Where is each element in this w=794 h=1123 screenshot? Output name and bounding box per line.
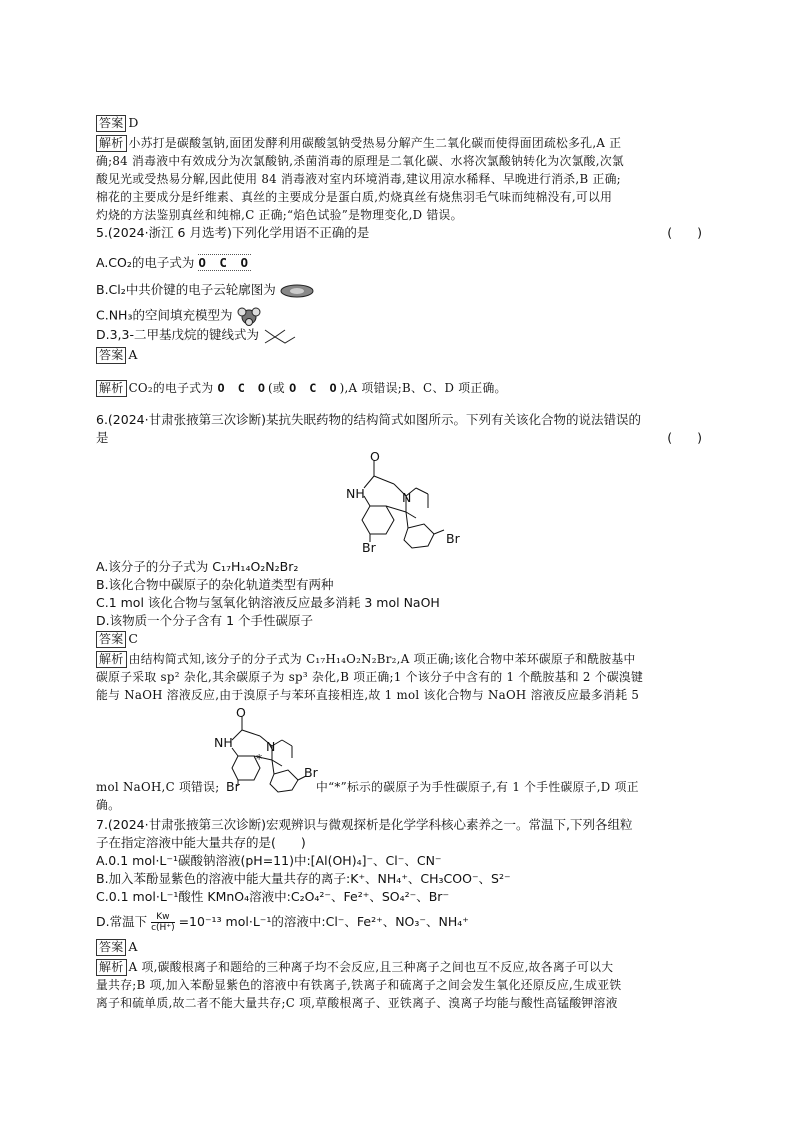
struct-label-n: N — [402, 490, 412, 505]
kw-fraction: $\frac{Kw}{c(H^+)}$ — [151, 912, 175, 933]
co2-electron-formula: O C O — [198, 255, 252, 270]
q7-expl-line-2: 量共存;B 项,加入苯酚显紫色的溶液中有铁离子,铁离子和硫离子之间会发生氧化还原反应,生成亚铁 — [96, 978, 622, 992]
skeletal-formula-icon — [263, 328, 297, 344]
struct-label-br-b: Br — [226, 779, 240, 794]
q6-option-a: A.该分子的分子式为 C₁₇H₁₄O₂N₂Br₂ — [96, 559, 299, 574]
explanation-tag: 解析 — [96, 135, 127, 152]
q6-option-c: C.1 mol 该化合物与氢氧化钠溶液反应最多消耗 3 mol NaOH — [96, 595, 440, 610]
q5-answer-row — [96, 346, 138, 364]
q4-expl-line-4: 棉花的主要成分是纤维素、真丝的主要成分是蛋白质,灼烧真丝有烧焦羽毛气味而纯棉没有,可以用 — [96, 190, 613, 204]
q7-expl-line-3: 离子和硫单质,故二者不能大量共存;C 项,草酸根离子、亚铁离子、溴离子均能与酸性高锰酸钾溶液 — [96, 996, 618, 1010]
q7-answer-row — [96, 938, 138, 956]
q6-expl-tail-3: 确。 — [96, 798, 121, 812]
explanation-tag: 解析 — [96, 380, 127, 397]
q4-expl-line-5: 灼烧的方法鉴别真丝和纯棉,C 正确;“焰色试验”是物理变化,D 错误。 — [96, 208, 463, 222]
answer-value: A — [128, 939, 138, 954]
q7-stem-line-2: 子在指定溶液中能大量共存的是( ) — [96, 835, 306, 850]
q6-stem-line-1: 6.(2024·甘肃张掖第三次诊断)某抗失眠药物的结构简式如图所示。下列有关该化合物的说法错误的 — [96, 412, 641, 427]
q7-stem-line-1: 7.(2024·甘肃张掖第三次诊断)宏观辨识与微观探析是化学学科核心素养之一。常温下,下列各组粒 — [96, 817, 633, 832]
q5-explanation: 解析 CO₂的电子式为 O C O(或 O C O),A 项错误;B、C、D 项正确。 — [96, 379, 507, 397]
explanation-tag: 解析 — [96, 651, 127, 668]
answer-tag: 答案 — [96, 347, 126, 364]
space-filling-model-icon — [236, 306, 262, 326]
q5-option-a: A.CO₂的电子式为 O C O — [96, 255, 252, 270]
answer-value: C — [128, 631, 139, 646]
q6-expl-line-3: 能与 NaOH 溶液反应,由于溴原子与苯环直接相连,故 1 mol 该化合物与 NaOH 溶液反应最多消耗 5 — [96, 688, 640, 702]
chiral-star-label: * — [256, 751, 263, 766]
answer-paren: ( ) — [667, 225, 702, 240]
q6-option-d: D.该物质一个分子含有 1 个手性碳原子 — [96, 613, 313, 628]
q7-option-d: D.常温下 $\frac{Kw}{c(H^+)}$ =10⁻¹³ mol·L⁻¹的溶液中:Cl⁻、Fe²⁺、NO₃⁻、NH₄⁺ — [96, 912, 469, 933]
q6-answer-row — [96, 630, 138, 648]
q7-option-c: C.0.1 mol·L⁻¹酸性 KMnO₄溶液中:C₂O₄²⁻、Fe²⁺、SO₄²⁻、Br⁻ — [96, 889, 450, 904]
q6-option-b: B.该化合物中碳原子的杂化轨道类型有两种 — [96, 577, 334, 592]
q6-stem-line-2: 是 ( ) — [96, 430, 702, 445]
electron-cloud-icon — [280, 284, 314, 298]
answer-value: A — [128, 347, 138, 362]
struct-label-br-a: Br — [304, 765, 318, 780]
q7-option-a: A.0.1 mol·L⁻¹碳酸钠溶液(pH=11)中:[Al(OH)₄]⁻、Cl⁻、CN⁻ — [96, 853, 442, 868]
struct-label-n: N — [266, 739, 276, 754]
q4-answer-row — [96, 114, 139, 132]
answer-paren: ( ) — [667, 430, 702, 445]
q4-expl-line-1: 解析 小苏打是碳酸氢钠,面团发酵利用碳酸氢钠受热易分解产生二氧化碳而使得面团疏松多孔,A 正 — [96, 134, 621, 152]
q5-option-b: B.Cl₂中共价键的电子云轮廓图为 — [96, 281, 314, 299]
answer-value: D — [128, 115, 139, 130]
q4-expl-line-2: 确;84 消毒液中有效成分为次氯酸钠,杀菌消毒的原理是二氧化碳、水将次氯酸钠转化为次氯酸,次氯 — [96, 154, 625, 168]
q6-expl-line-2: 碳原子采取 sp² 杂化,其余碳原子为 sp³ 杂化,B 项正确;1 个该分子中含有的 1 个酰胺基和 2 个碳溴键 — [96, 670, 644, 684]
q5-stem: 5.(2024·浙江 6 月选考)下列化学用语不正确的是 ( ) — [96, 225, 702, 240]
explanation-tag: 解析 — [96, 959, 127, 976]
q5-option-c: C.NH₃的空间填充模型为 — [96, 306, 262, 326]
answer-tag: 答案 — [96, 631, 126, 648]
answer-tag: 答案 — [96, 939, 126, 956]
q7-option-b: B.加入苯酚显紫色的溶液中能大量共存的离子:K⁺、NH₄⁺、CH₃COO⁻、S²⁻ — [96, 871, 511, 886]
struct-label-o: O — [370, 449, 380, 464]
answer-tag: 答案 — [96, 115, 126, 132]
q4-expl-line-3: 酸见光或受热易分解,因此使用 84 消毒液对室内环境消毒,建议用凉水稀释、早晚进行消杀,B 正确; — [96, 172, 621, 186]
struct-label-o: O — [236, 705, 246, 720]
q5-option-d: D.3,3-二甲基戊烷的键线式为 — [96, 326, 297, 344]
struct-label-nh: NH — [214, 735, 233, 750]
q6-expl-tail-1: mol NaOH,C 项错误; — [96, 780, 220, 794]
q6-expl-line-1: 解析 由结构简式知,该分子的分子式为 C₁₇H₁₄O₂N₂Br₂,A 项正确;该化合物中苯环碳原子和酰胺基中 — [96, 650, 636, 668]
q7-expl-line-1: 解析 A 项,碳酸根离子和题给的三种离子均不会反应,且三种离子之间也互不反应,故各离子可以大 — [96, 958, 613, 976]
struct-label-br-a: Br — [446, 531, 460, 546]
struct-label-br-b: Br — [362, 540, 376, 555]
struct-label-nh: NH — [346, 486, 365, 501]
q6-expl-tail-2: 中“*”标示的碳原子为手性碳原子,有 1 个手性碳原子,D 项正 — [316, 780, 639, 794]
